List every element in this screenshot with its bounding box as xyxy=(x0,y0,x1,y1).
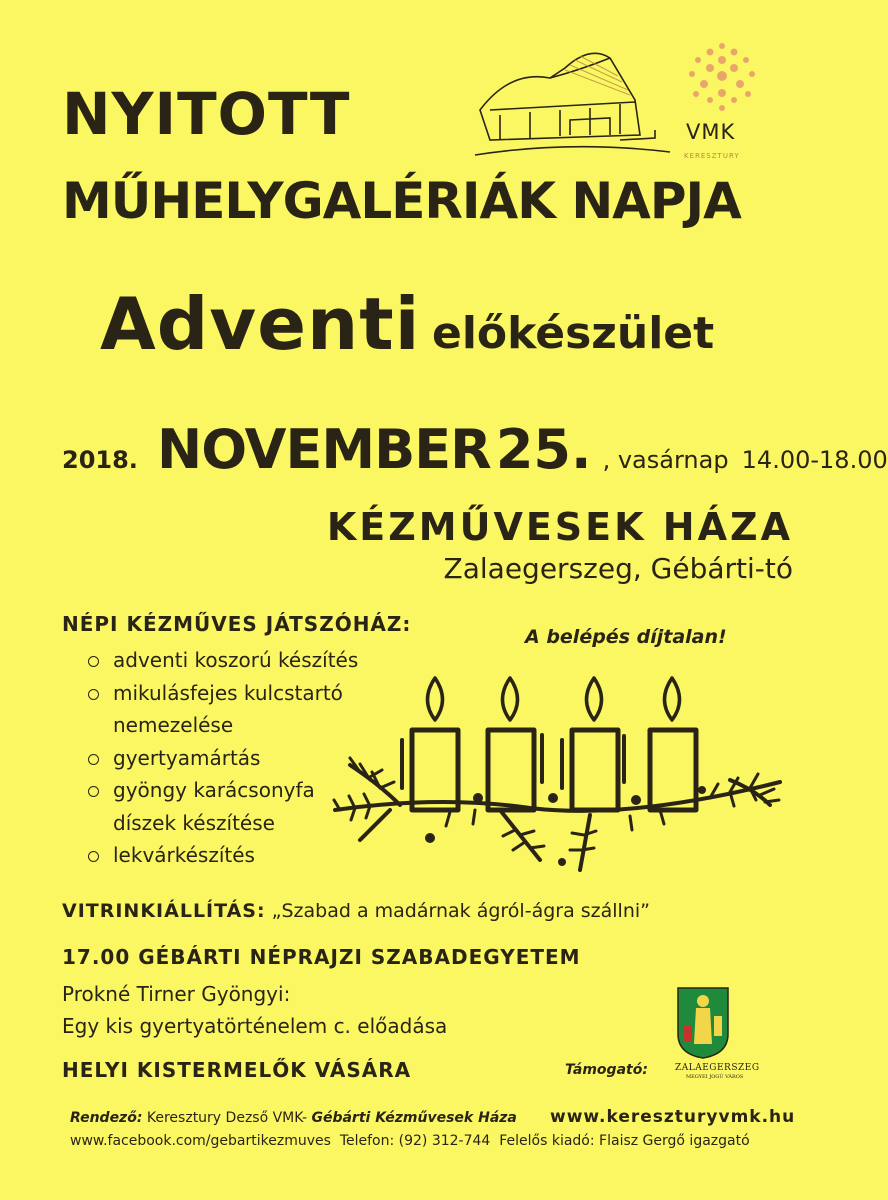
university-heading: 17.00 GÉBÁRTI NÉPRAJZI SZABADEGYETEM xyxy=(62,945,581,969)
crest-city-sub: MEGYEI JOGÚ VÁROS xyxy=(686,1074,744,1080)
exhibition-label: VITRINKIÁLLÍTÁS: xyxy=(62,900,266,922)
date-year: 2018. xyxy=(62,446,138,474)
playhouse-heading: NÉPI KÉZMŰVES JÁTSZÓHÁZ: xyxy=(62,612,412,636)
list-item: gyertyamártás xyxy=(85,742,358,775)
organizer-venue: Gébárti Kézművesek Háza xyxy=(311,1110,517,1126)
footer-facebook[interactable]: www.facebook.com/gebartikezmuves xyxy=(70,1133,331,1149)
publisher-label: Felelős kiadó: xyxy=(499,1133,595,1149)
date-day: 25 xyxy=(495,418,571,481)
crest-city-name: ZALAEGERSZEG xyxy=(675,1063,760,1073)
zalaegerszeg-crest-icon xyxy=(676,986,730,1060)
title-line-1: NYITOTT xyxy=(62,80,351,148)
venue-place: Zalaegerszeg, Gébárti-tó xyxy=(443,552,793,585)
vmk-logo-dots-icon xyxy=(682,38,762,118)
date-weekday: , vasárnap xyxy=(602,446,729,474)
vmk-logo-subtext: KERESZTURY xyxy=(684,152,740,160)
venue-name: KÉZMŰVESEK HÁZA xyxy=(326,505,793,549)
publisher-name: Flaisz Gergő igazgató xyxy=(599,1133,750,1149)
market-heading: HELYI KISTERMELŐK VÁSÁRA xyxy=(62,1058,412,1082)
list-item: adventi koszorú készítés xyxy=(85,644,358,677)
list-item: lekvárkészítés xyxy=(85,839,358,872)
footer-website[interactable]: www.kereszturyvmk.hu xyxy=(550,1107,796,1127)
sponsor-label: Támogató: xyxy=(565,1062,648,1078)
event-date xyxy=(62,418,888,481)
list-item: gyöngy karácsonyfa xyxy=(85,774,358,807)
playhouse-list xyxy=(85,644,358,872)
free-entry-note: A belépés díjtalan! xyxy=(525,626,727,648)
lecture-speaker: Prokné Tirner Gyöngyi: xyxy=(62,982,291,1006)
organizer-label: Rendező: xyxy=(70,1110,143,1126)
phone-label: Telefon: xyxy=(339,1133,395,1149)
date-month: NOVEMBER xyxy=(157,418,491,481)
phone-number: (92) 312-744 xyxy=(398,1133,491,1149)
list-item: mikulásfejes kulcstartó xyxy=(85,677,358,710)
lecture-title: Egy kis gyertyatörténelem c. előadása xyxy=(62,1014,448,1038)
title-advent: Adventi xyxy=(100,282,421,366)
footer-organizer xyxy=(70,1110,517,1126)
advent-candles-icon xyxy=(330,670,790,885)
exhibition-line xyxy=(62,900,650,922)
list-item: nemezelése xyxy=(113,713,234,737)
title-preparation: előkészület xyxy=(432,308,715,359)
date-time: 14.00-18.00 xyxy=(741,446,888,474)
title-line-2: MŰHELYGALÉRIÁK NAPJA xyxy=(62,172,741,230)
list-item: díszek készítése xyxy=(113,810,275,835)
organizer-name: Keresztury Dezső VMK- xyxy=(146,1110,308,1126)
date-dot: . xyxy=(570,418,592,481)
exhibition-title: „Szabad a madárnak ágról-ágra szállni” xyxy=(271,900,650,922)
house-illustration-icon xyxy=(470,40,680,165)
footer-contacts xyxy=(70,1133,750,1149)
vmk-logo-text: VMK xyxy=(686,120,736,144)
